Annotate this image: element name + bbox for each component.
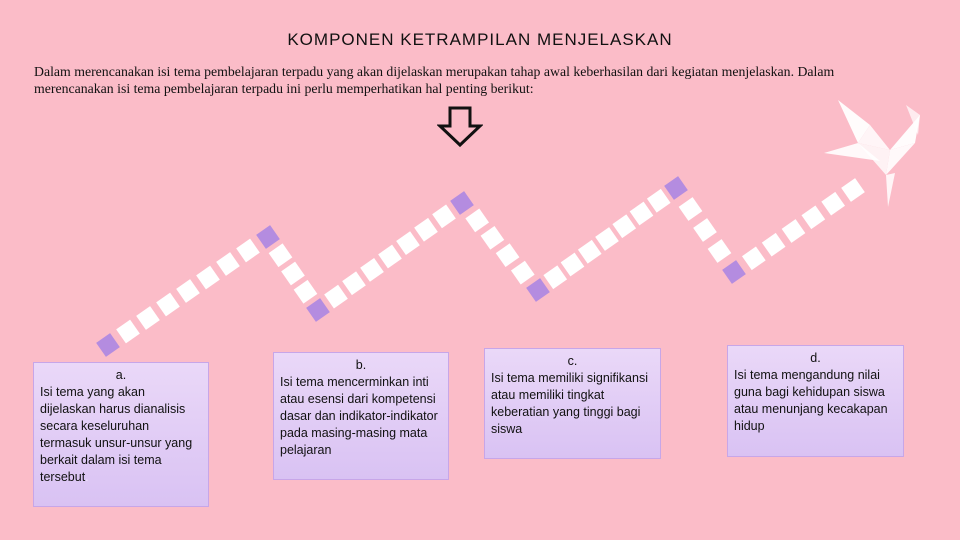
path-square-white xyxy=(742,246,766,270)
path-square-white xyxy=(156,293,180,317)
item-text-tail: . xyxy=(85,470,89,484)
path-square-white xyxy=(762,233,786,257)
item-box-b xyxy=(273,352,449,480)
path-square-white xyxy=(432,205,456,229)
intro-paragraph: Dalam merencanakan isi tema pembelajaran terpadu yang akan dijelaskan merupakan tahap awal keberhasilan dari kegiatan menjelaskan. Dalam merencanakan isi tema pembelajaran terpadu ini perlu memperhatikan hal penting berikut: xyxy=(34,64,835,96)
item-letter: d. xyxy=(810,351,821,365)
path-square-white xyxy=(281,262,305,286)
item-text: Isi tema mengandung nilai guna bagi kehidupan siswa atau menunjang kecakapan hidup xyxy=(734,368,888,433)
path-square-white xyxy=(324,285,348,309)
item-box-c xyxy=(484,348,661,459)
path-square-white xyxy=(360,258,384,282)
path-square-white xyxy=(612,214,636,238)
path-square-white xyxy=(782,219,806,243)
path-square-white xyxy=(216,252,240,276)
path-square-white xyxy=(294,280,318,304)
path-square-purple xyxy=(256,225,280,249)
item-text: Isi tema mencerminkan inti atau esensi dari kompetensi dasar dan indikator-indikator pada masing-masing mata pelajaran xyxy=(280,375,438,457)
page-title: KOMPONEN KETRAMPILAN MENJELASKAN xyxy=(287,30,673,49)
path-square-white xyxy=(543,265,567,289)
item-text: Isi tema yang akan dijelaskan harus dianalisis secara keseluruhan termasuk unsur-unsur yang berkait dalam isi tema tersebut xyxy=(40,385,193,484)
path-square-white xyxy=(693,218,717,242)
path-square-white xyxy=(595,227,619,251)
path-square-white xyxy=(269,243,293,267)
path-square-white xyxy=(176,279,200,303)
path-square-purple xyxy=(722,260,746,284)
path-square-white xyxy=(414,218,438,242)
item-box-d xyxy=(727,345,904,457)
item-letter: c. xyxy=(567,354,578,368)
item-letter: b. xyxy=(355,358,367,372)
path-square-white xyxy=(511,261,535,285)
path-square-white xyxy=(136,306,160,330)
path-square-white xyxy=(496,243,520,267)
path-square-white xyxy=(396,231,420,255)
item-box-a xyxy=(33,362,209,507)
path-square-purple xyxy=(526,278,550,302)
path-square-white xyxy=(630,202,654,226)
path-square-white xyxy=(578,240,602,264)
path-square-white xyxy=(342,271,366,295)
path-square-white xyxy=(561,253,585,277)
path-square-white xyxy=(196,266,220,290)
path-square-purple xyxy=(450,191,474,215)
path-square-white xyxy=(481,226,505,250)
path-square-white xyxy=(116,320,140,344)
path-square-white xyxy=(679,197,703,221)
path-square-white xyxy=(378,245,402,269)
item-text: Isi tema memiliki signifikansi atau memiliki tingkat keberatian yang tinggi bagi siswa xyxy=(491,371,648,436)
path-square-white xyxy=(236,239,260,263)
item-letter: a. xyxy=(115,368,127,382)
path-square-purple xyxy=(664,176,688,200)
path-square-white xyxy=(465,209,489,233)
path-square-white xyxy=(708,239,732,263)
path-square-purple xyxy=(96,333,120,357)
path-square-white xyxy=(647,189,671,213)
paper-crane-icon xyxy=(820,95,925,210)
path-square-purple xyxy=(306,298,330,322)
